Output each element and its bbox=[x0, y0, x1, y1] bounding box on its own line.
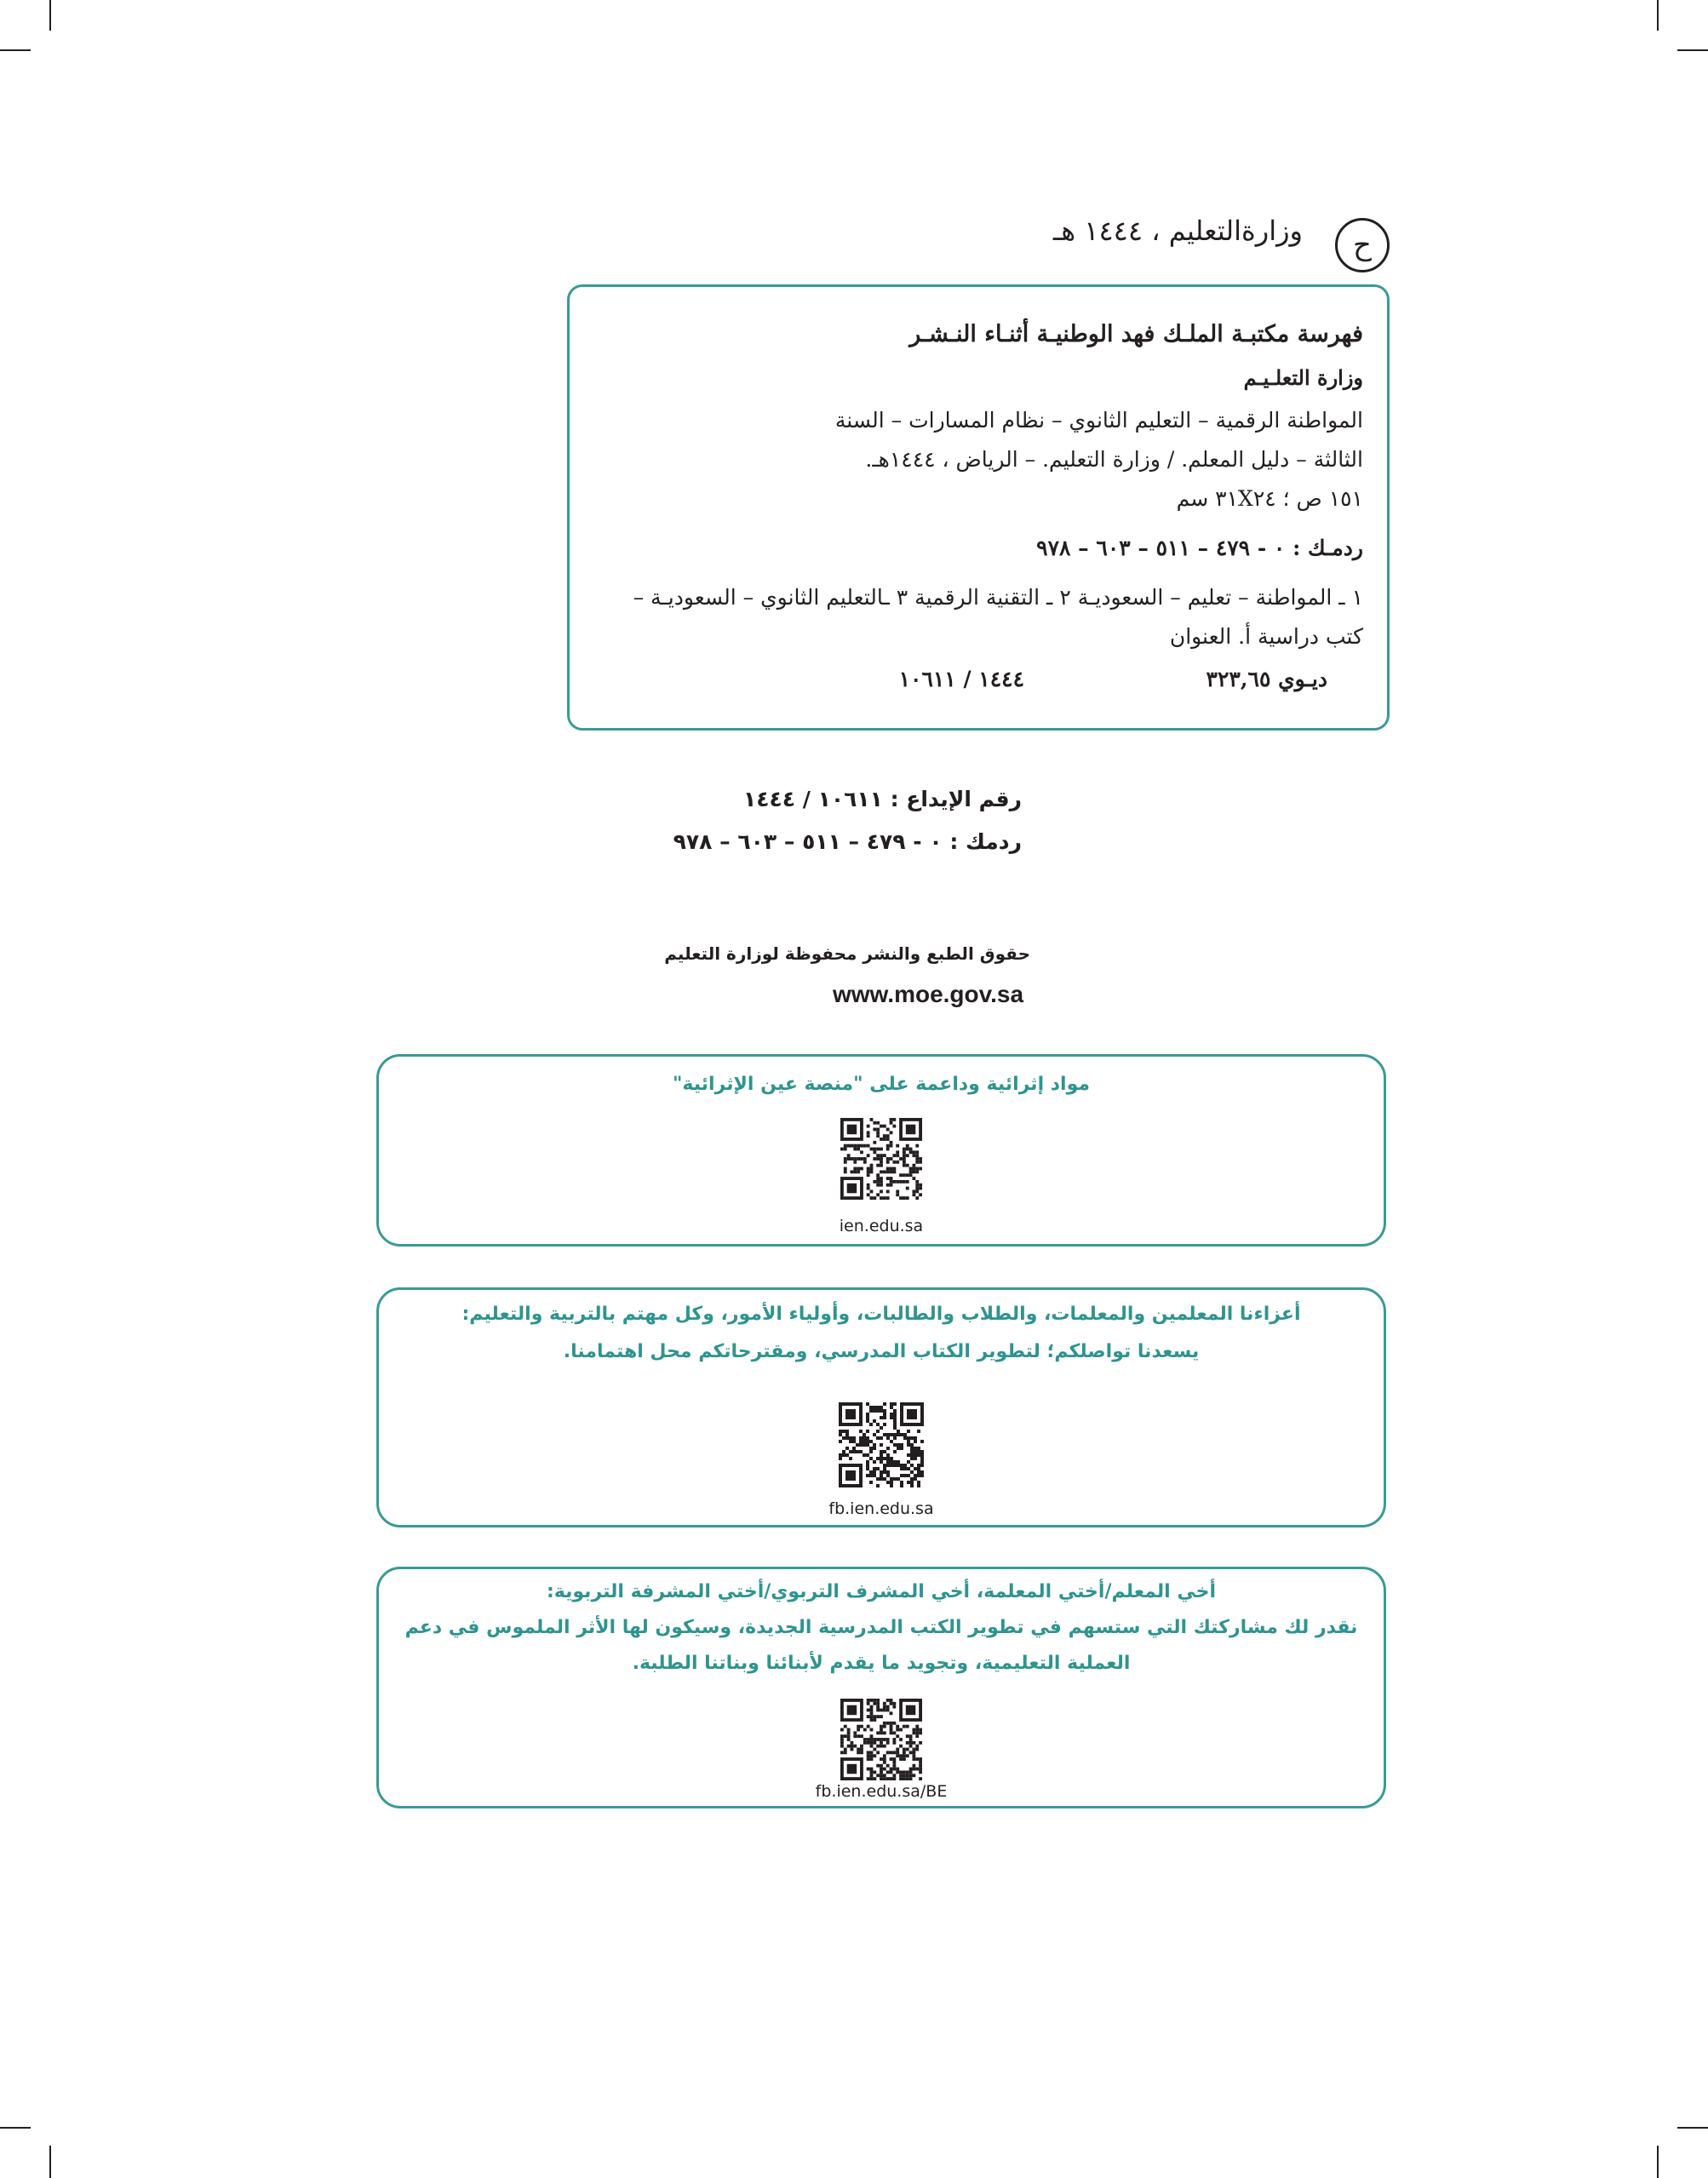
catalog-deposit-ref: ١٤٤٤ / ١٠٦١١ bbox=[898, 667, 1024, 691]
qr-code-icon[interactable] bbox=[840, 1118, 922, 1200]
crop-mark-tr-v bbox=[1657, 0, 1659, 31]
crop-mark-tl-v bbox=[49, 0, 51, 31]
website-link[interactable]: www.moe.gov.sa bbox=[833, 981, 1024, 1007]
catalog-subjects-cont: كتب دراسية أ. العنوان bbox=[1169, 624, 1363, 649]
qr-code-icon[interactable] bbox=[839, 1402, 924, 1487]
qr-url[interactable]: fb.ien.edu.sa bbox=[828, 1499, 934, 1518]
copyright-symbol bbox=[1335, 218, 1390, 272]
catalog-title: فهرسة مكتبـة الملـك فهد الوطنيـة أثنـاء النـشـر bbox=[909, 321, 1363, 347]
crop-mark-bl-h bbox=[0, 2127, 31, 2129]
qr-code-icon[interactable] bbox=[840, 1699, 922, 1780]
crop-mark-br-v bbox=[1657, 2146, 1659, 2178]
crop-mark-tr-h bbox=[1677, 49, 1708, 51]
catalog-author: وزارة التعلـيـم bbox=[1243, 365, 1363, 390]
publisher-line: وزارةالتعليم ، ١٤٤٤ هـ bbox=[1052, 215, 1303, 247]
deposit-isbn: ردمك : ٠ - ٤٧٩ – ٥١١ – ٦٠٣ – ٩٧٨ bbox=[673, 829, 1022, 854]
catalog-isbn: ردمـك : ٠ - ٤٧٩ – ٥١١ – ٦٠٣ – ٩٧٨ bbox=[1036, 536, 1363, 560]
enrichment-box bbox=[376, 1054, 1386, 1247]
qr-url[interactable]: fb.ien.edu.sa/BE bbox=[815, 1782, 948, 1801]
qr-url[interactable]: ien.edu.sa bbox=[839, 1217, 924, 1235]
teacher-line-1: أخي المعلم/أختي المعلمة، أخي المشرف التربوي/أختي المشرفة التربوية: bbox=[546, 1581, 1217, 1602]
catalog-line-3: ١٥١ ص ؛ ٣١X٢٤ سم bbox=[1176, 486, 1363, 511]
teacher-line-3: العملية التعليمية، وتجويد ما يقدم لأبنائنا وبناتنا الطلبة. bbox=[632, 1653, 1131, 1674]
feedback-line-1: أعزاءنا المعلمين والمعلمات، والطلاب والطالبات، وأولياء الأمور، وكل مهتم بالتربية والتعليم: bbox=[461, 1304, 1301, 1325]
catalog-dewey: ديـوي ٣٢٣,٦٥ bbox=[1206, 667, 1327, 691]
deposit-number: رقم الإيداع : ١٠٦١١ / ١٤٤٤ bbox=[742, 787, 1022, 811]
catalog-subjects: ١ ـ المواطنة – تعليم – السعوديـة ٢ ـ التقنية الرقمية ٣ ـالتعليم الثانوي – السعوديـة – bbox=[633, 585, 1363, 610]
enrichment-title: مواد إثرائية وداعمة على "منصة عين الإثرائية" bbox=[672, 1074, 1091, 1095]
catalog-box bbox=[567, 284, 1390, 731]
catalog-line-2: الثالثة – دليل المعلم. / وزارة التعليم. – الرياض ، ١٤٤٤هـ. bbox=[865, 447, 1363, 472]
crop-mark-tl-h bbox=[0, 49, 31, 51]
feedback-line-2: يسعدنا تواصلكم؛ لتطوير الكتاب المدرسي، ومقترحاتكم محل اهتمامنا. bbox=[563, 1341, 1200, 1362]
crop-mark-bl-v bbox=[49, 2146, 51, 2178]
catalog-line-1: المواطنة الرقمية – التعليم الثانوي – نظام المسارات – السنة bbox=[834, 408, 1363, 433]
copyright-letter: ح bbox=[1353, 228, 1372, 262]
teacher-line-2: نقدر لك مشاركتك التي ستسهم في تطوير الكتب المدرسية الجديدة، وسيكون لها الأثر الملموس في دعم bbox=[404, 1617, 1358, 1638]
crop-mark-br-h bbox=[1677, 2127, 1708, 2129]
rights-text: حقوق الطبع والنشر محفوظة لوزارة التعليم bbox=[664, 943, 1030, 964]
teacher-box bbox=[376, 1567, 1386, 1808]
feedback-box bbox=[376, 1287, 1386, 1527]
